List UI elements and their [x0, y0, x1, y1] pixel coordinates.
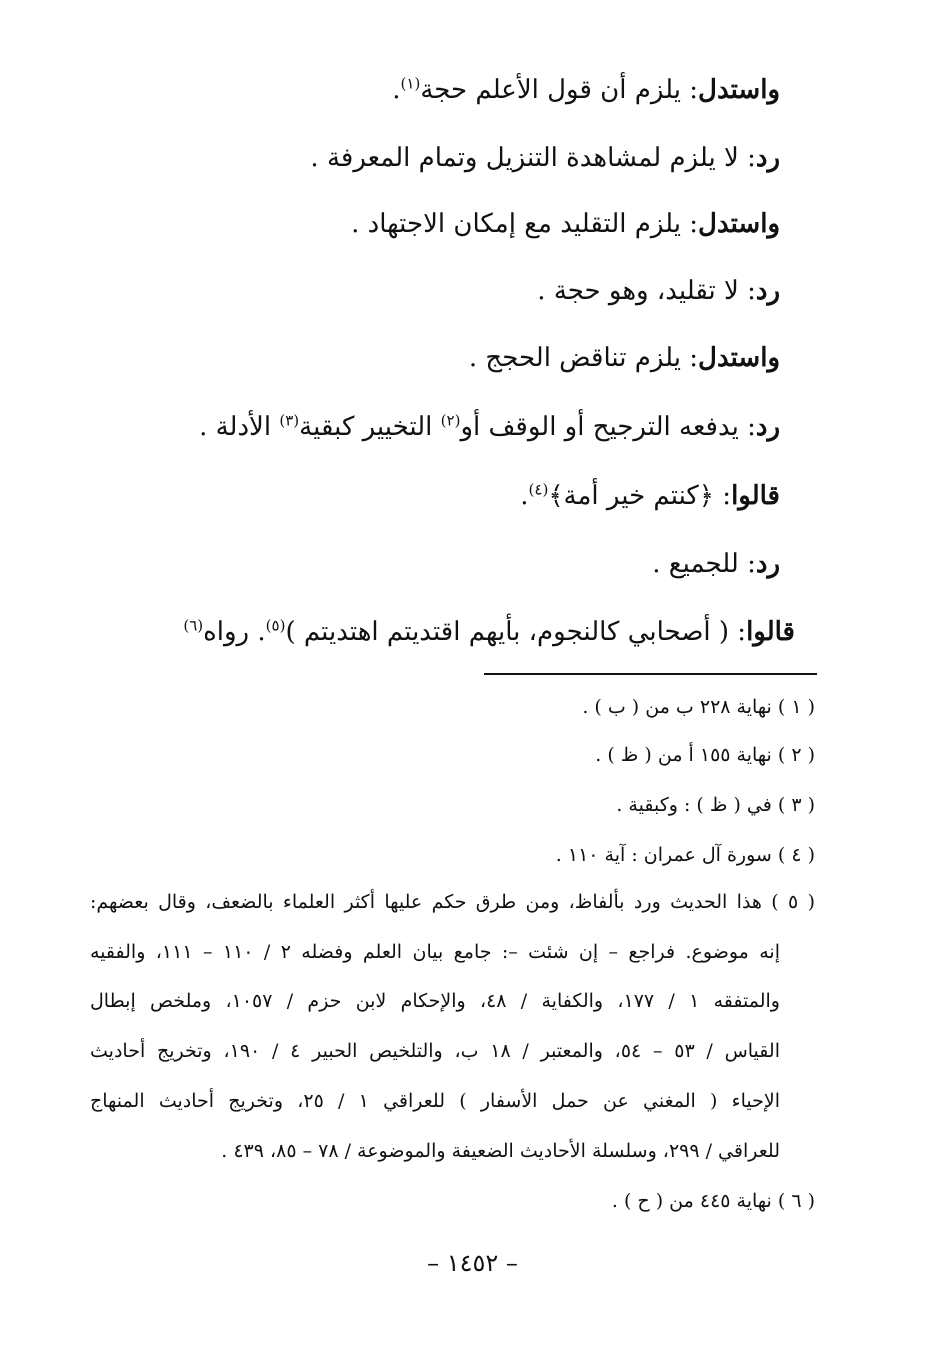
main-line-1	[392, 73, 780, 107]
line-text: : يلزم التقليد مع إمكان الاجتهاد .	[351, 209, 699, 239]
main-line-7	[520, 479, 780, 513]
line-tail: .	[520, 481, 529, 511]
line-label: رد	[755, 412, 780, 442]
page-number: – ١٤٥٢ –	[427, 1249, 518, 1277]
line-text-2: التخيير كبقية	[299, 412, 441, 442]
line-text: : لا تقليد، وهو حجة .	[537, 276, 756, 306]
footnote-ref[interactable]: (٤)	[528, 480, 549, 499]
line-label: رد	[755, 549, 780, 579]
footnote-3: ( ٣ ) في ( ظ ) : وكبقية .	[616, 794, 815, 816]
line-label: واستدل	[698, 75, 780, 105]
line-label: رد	[755, 276, 780, 306]
line-label: قالوا	[746, 617, 795, 647]
footnote-5-line-6: للعراقي / ٢٩٩، وسلسلة الأحاديث الضعيفة والموضوعة / ٧٨ – ٨٥، ٤٣٩ .	[221, 1140, 780, 1162]
line-label: رد	[755, 143, 780, 173]
line-label: قالوا	[731, 481, 780, 511]
footnote-5-line-1: ( ٥ ) هذا الحديث ورد بألفاظ، ومن طرق حكم عليها أكثر العلماء بالضعف، وقال بعضهم:	[90, 891, 815, 913]
main-line-6	[199, 410, 780, 444]
footnote-6: ( ٦ ) نهاية ٤٤٥ من ( ح ) .	[611, 1190, 815, 1212]
footnote-5-line-5: الإحياء ( المغني عن حمل الأسفار ) للعراقي ١ / ٢٥، وتخريج أحاديث المنهاج	[90, 1090, 780, 1112]
line-text: : للجميع .	[652, 549, 756, 579]
footnote-ref[interactable]: (٦)	[183, 616, 204, 635]
line-text: : ( أصحابي كالنجوم، بأيهم اقتديتم اهتديتم )	[285, 617, 747, 647]
footnote-ref[interactable]: (٣)	[279, 411, 300, 430]
line-text: : يلزم تناقض الحجج .	[468, 343, 699, 373]
footnote-5-line-3: والمتفقه ١ / ١٧٧، والكفاية / ٤٨، والإحكام لابن حزم / ١٠٥٧، وملخص إبطال	[90, 990, 780, 1012]
footnote-ref[interactable]: (٥)	[265, 616, 286, 635]
main-line-5	[469, 341, 780, 375]
line-tail: .	[392, 75, 401, 105]
main-line-3	[351, 207, 780, 241]
footnote-5-line-2: إنه موضوع. فراجع – إن شئت –: جامع بيان العلم وفضله ٢ / ١١٠ – ١١١، والفقيه	[90, 941, 780, 963]
line-text: : ﴿كنتم خير أمة﴾	[548, 481, 732, 511]
line-text: : يدفعه الترجيح أو الوقف أو	[460, 412, 756, 442]
line-text: : يلزم أن قول الأعلم حجة	[420, 75, 699, 105]
footnote-4: ( ٤ ) سورة آل عمران : آية ١١٠ .	[555, 844, 815, 866]
main-line-8	[652, 547, 780, 581]
line-label: واستدل	[698, 343, 780, 373]
footnote-2: ( ٢ ) نهاية ١٥٥ أ من ( ظ ) .	[595, 744, 815, 766]
footnote-1: ( ١ ) نهاية ٢٢٨ ب من ( ب ) .	[582, 696, 815, 718]
line-text-2: . رواه	[203, 617, 266, 647]
footnote-5-line-4: القياس / ٥٣ – ٥٤، والمعتبر / ١٨ ب، والتلخيص الحبير ٤ / ١٩٠، وتخريج أحاديث	[90, 1040, 780, 1062]
line-text: : لا يلزم لمشاهدة التنزيل وتمام المعرفة .	[310, 143, 756, 173]
footnote-ref[interactable]: (٢)	[440, 411, 461, 430]
main-line-9	[183, 615, 795, 649]
line-label: واستدل	[698, 209, 780, 239]
footnote-ref[interactable]: (١)	[400, 74, 421, 93]
main-line-2	[310, 141, 780, 175]
main-line-4	[537, 274, 780, 308]
footnote-separator	[484, 673, 817, 675]
line-tail: الأدلة .	[199, 412, 280, 442]
